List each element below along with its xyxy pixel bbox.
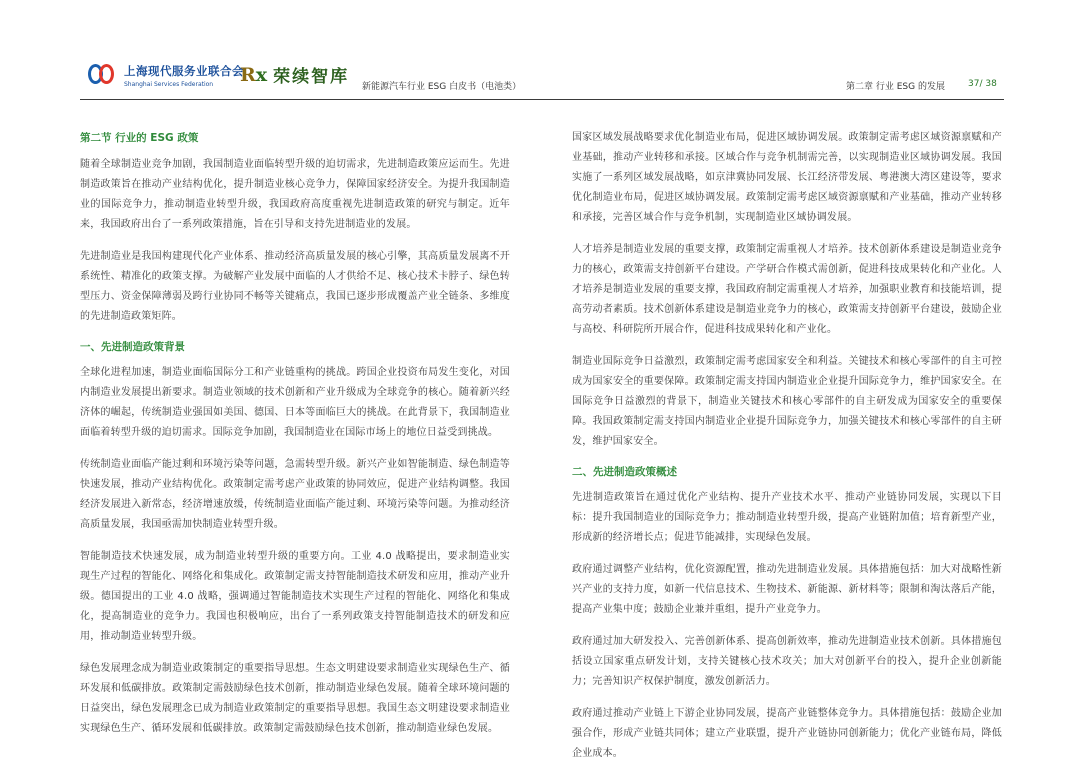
left-column [80,130,510,751]
sscf-logo-icon [88,62,118,88]
rongxu-think-tank-logo [240,62,349,87]
right-column [572,128,1002,776]
page-number: 37/ 38 [968,79,997,89]
paragraph: 国家区域发展战略要求优化制造业布局，促进区域协调发展。政策制定需考虑区域资源禀赋和产业基础，推动产业转移和承接。区域合作与竞争机制需完善，以实现制造业区域协调发展。我国实施了一系列区域发展战略，如京津冀协同发展、长江经济带发展、粤港澳大湾区建设等，要求优化制造业布局，促进区域协调发展。政策制定需考虑区域资源禀赋和产业基础，推动产业转移和承接，完善区域合作与竞争机制，实现制造业区域协调发展。 [572,132,1002,223]
subsection-title: 一、先进制造政策背景 [80,341,185,353]
document-title: 新能源汽车行业 ESG 白皮书（电池类） [362,82,522,92]
section-title: 第二节 行业的 ESG 政策 [80,132,199,144]
paragraph: 传统制造业面临产能过剩和环境污染等问题，急需转型升级。新兴产业如智能制造、绿色制造等快速发展，推动产业结构优化。政策制定需考虑产业政策的协同效应，促进产业结构调整。我国经济发展进入新常态，经济增速放缓，传统制造业面临产能过剩、环境污染等问题。为推动经济高质量发展，我国亟需加快制造业转型升级。 [80,459,510,530]
subsection-title: 二、先进制造政策概述 [572,466,677,478]
page-header [80,56,1004,100]
paragraph: 政府通过加大研发投入、完善创新体系、提高创新效率，推动先进制造业技术创新。具体措施包括设立国家重点研发计划，支持关键核心技术攻关；加大对创新平台的投入，提升企业创新能力；完善知识产权保护制度，激发创新活力。 [572,636,1002,687]
paragraph: 人才培养是制造业发展的重要支撑，政策制定需重视人才培养。技术创新体系建设是制造业竞争力的核心，政策需支持创新平台建设。产学研合作模式需创新，促进科技成果转化和产业化。人才培养是制造业发展的重要支撑，我国政府制定需重视人才培养，加强职业教育和技能培训，提高劳动者素质。技术创新体系建设是制造业竞争力的核心，政策需支持创新平台建设，鼓励企业与高校、科研院所开展合作，促进科技成果转化和产业化。 [572,244,1002,335]
rx-mark-x: x [255,63,268,86]
paragraph: 先进制造业是我国构建现代化产业体系、推动经济高质量发展的核心引擎，其高质量发展离不开系统性、精准化的政策支撑。为破解产业发展中面临的人才供给不足、核心技术卡脖子、绿色转型压力、资金保障薄弱及跨行业协同不畅等关键痛点，我国已逐步形成覆盖产业全链条、多维度的先进制造政策矩阵。 [80,251,510,322]
brand-name: 荣续智库 [273,67,350,87]
chapter-title: 第二章 行业 ESG 的发展 [846,82,945,92]
paragraph: 绿色发展理念成为制造业政策制定的重要指导思想。生态文明建设要求制造业实现绿色生产、循环发展和低碳排放。政策制定需鼓励绿色技术创新，推动制造业绿色发展。随着全球环境问题的日益突出，绿色发展理念已成为制造业政策制定的重要指导思想。我国生态文明建设要求制造业实现绿色生产、循环发展和低碳排放。政策制定需鼓励绿色技术创新，推动制造业绿色发展。 [80,663,510,734]
paragraph: 制造业国际竞争日益激烈，政策制定需考虑国家安全和利益。关键技术和核心零部件的自主可控成为国家安全的重要保障。政策制定需支持国内制造业企业提升国际竞争力，维护国家安全。在国际竞争日益激烈的背景下，制造业关键技术和核心零部件的自主研发成为国家安全的重要保障。我国政策制定需支持国内制造业企业提升国际竞争力，加强关键技术和核心零部件的自主研发，维护国家安全。 [572,356,1002,447]
paragraph: 随着全球制造业竞争加剧，我国制造业面临转型升级的迫切需求，先进制造政策应运而生。先进制造政策旨在推动产业结构优化，提升制造业核心竞争力，保障国家经济安全。为提升我国制造业的国际竞争力，推动制造业转型升级，我国政府高度重视先进制造政策的研究与制定。近年来，我国政府出台了一系列政策措施，旨在引导和支持先进制造业的发展。 [80,159,510,230]
paragraph: 先进制造政策旨在通过优化产业结构、提升产业技术水平、推动产业链协同发展，实现以下目标：提升我国制造业的国际竞争力；推动制造业转型升级，提高产业链附加值；培育新型产业，形成新的经济增长点；促进节能减排，实现绿色发展。 [572,492,1002,543]
paragraph: 政府通过调整产业结构，优化资源配置，推动先进制造业发展。具体措施包括：加大对战略性新兴产业的支持力度，如新一代信息技术、生物技术、新能源、新材料等；限制和淘汰落后产能，提高产业集中度；鼓励企业兼并重组，提升产业竞争力。 [572,564,1002,615]
paragraph: 全球化进程加速，制造业面临国际分工和产业链重构的挑战。跨国企业投资布局发生变化，对国内制造业发展提出新要求。制造业领域的技术创新和产业升级成为全球竞争的核心。随着新兴经济体的崛起，传统制造业强国如美国、德国、日本等面临巨大的挑战。在此背景下，我国制造业面临着转型升级的迫切需求。国际竞争加剧，我国制造业在国际市场上的地位日益受到挑战。 [80,367,510,438]
paragraph: 政府通过推动产业链上下游企业协同发展，提高产业链整体竞争力。具体措施包括：鼓励企业加强合作，形成产业链共同体；建立产业联盟，提升产业链协同创新能力；优化产业链布局，降低企业成本。 [572,708,1002,759]
org-name-en: Shanghai Services Federation [124,80,214,88]
shanghai-services-federation-logo [88,62,244,88]
org-name-cn: 上海现代服务业联合会 [124,63,244,78]
paragraph: 智能制造技术快速发展，成为制造业转型升级的重要方向。工业 4.0 战略提出，要求制造业实现生产过程的智能化、网络化和集成化。政策制定需支持智能制造技术研发和应用，推动产业升级。德国提出的工业 4.0 战略，强调通过智能制造技术实现生产过程的智能化、网络化和集成化，提高制造业的竞争力。我国也积极响应，出台了一系列政策支持智能制造技术的研发和应用，推动制造业转型升级。 [80,551,510,642]
rx-logo-icon [240,64,267,86]
rx-mark-r: R [240,63,256,86]
header-divider [80,99,1004,100]
